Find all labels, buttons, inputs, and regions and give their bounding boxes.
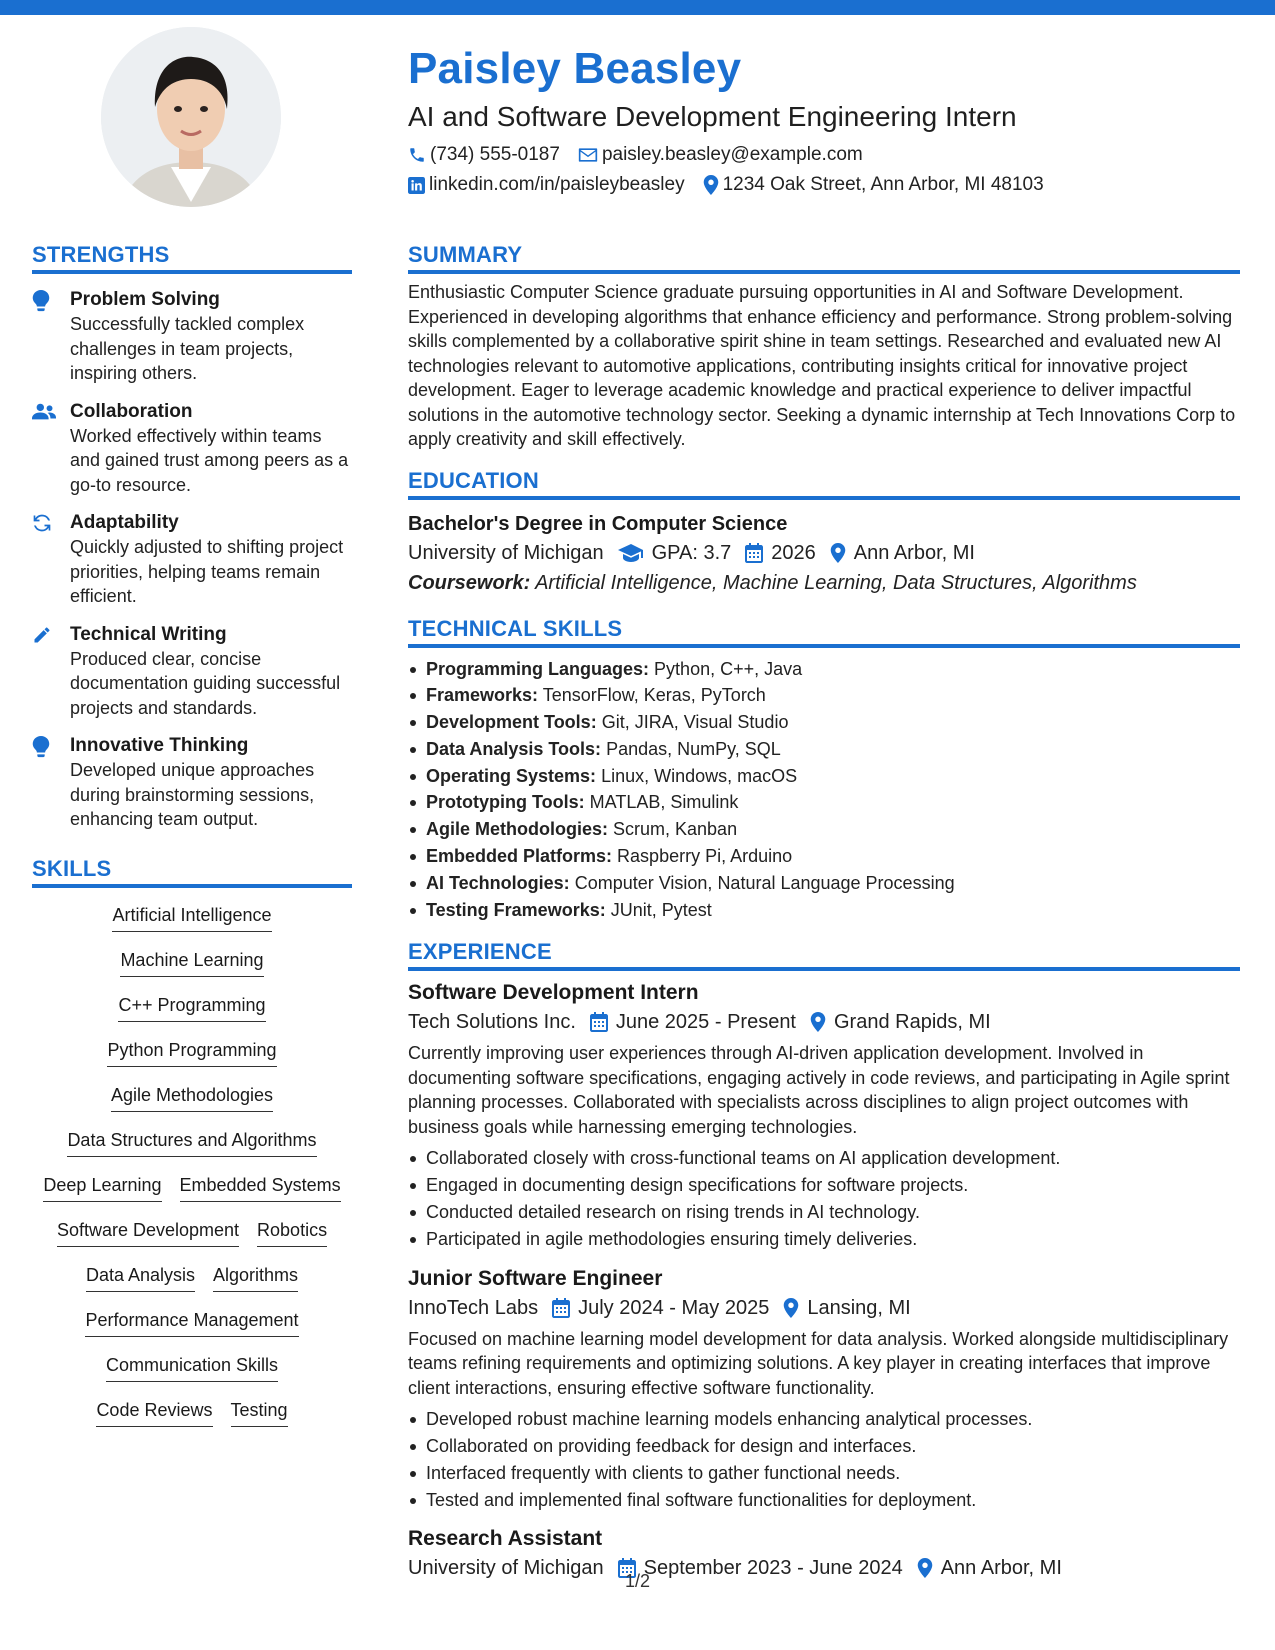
strength-title: Collaboration [70, 400, 193, 422]
job-bullet: Collaborated on providing feedback for design and interfaces. [408, 1433, 1240, 1460]
job-bullet: Tested and implemented final software functionalities for deployment. [408, 1487, 1240, 1514]
technical-skill-label: AI Technologies: [426, 872, 570, 893]
job-location-item [783, 1293, 910, 1323]
job-bullet: Collaborated closely with cross-functional teams on AI application development. [408, 1145, 1240, 1172]
portrait-image [101, 27, 281, 207]
strength-item [32, 734, 352, 832]
technical-skill-label: Agile Methodologies: [426, 819, 608, 840]
gpa-item [618, 538, 732, 568]
job-bullet: Participated in agile methodologies ensuring timely deliveries. [408, 1226, 1240, 1253]
linkedin-text: linkedin.com/in/paisleybeasley [429, 174, 685, 195]
map-marker-icon [783, 1298, 799, 1318]
skill-tag: Deep Learning [43, 1172, 161, 1202]
skill-row [32, 902, 352, 947]
job-location: Grand Rapids, MI [834, 1011, 991, 1034]
technical-skill-item [408, 897, 1240, 924]
skill-tag: Python Programming [107, 1037, 276, 1067]
technical-skill-item [408, 843, 1240, 870]
technical-skill-label: Operating Systems: [426, 765, 597, 786]
phone-icon [408, 146, 426, 164]
skill-row [32, 1397, 352, 1442]
email-text: paisley.beasley@example.com [601, 144, 863, 165]
graduation-cap-icon [618, 543, 644, 563]
skill-row [32, 947, 352, 992]
technical-skill-value: MATLAB, Simulink [589, 792, 739, 813]
sync-icon [32, 511, 70, 609]
job-entry [408, 979, 1240, 1252]
candidate-role: AI and Software Development Engineering Intern [408, 101, 1017, 132]
skill-tag: Testing [231, 1397, 288, 1427]
job-entry [408, 1265, 1240, 1514]
technical-skill-item [408, 816, 1240, 843]
technical-skill-label: Embedded Platforms: [426, 846, 613, 867]
edu-location-text: Ann Arbor, MI [853, 541, 975, 564]
skill-row [32, 1082, 352, 1127]
pencil-icon [32, 623, 70, 721]
coursework [408, 568, 1240, 598]
top-accent-bar [0, 0, 1275, 15]
technical-skills-heading: TECHNICAL SKILLS [408, 614, 1240, 648]
skill-row [32, 1307, 352, 1352]
strength-description: Developed unique approaches during brainstorming sessions, enhancing team output. [70, 760, 315, 829]
summary-text: Enthusiastic Computer Science graduate pursuing opportunities in AI and Software Development. Experienced in developing algorithms that enhance efficiency and performance. Strong problem-solving skills complemented by a collaborative spirit shine in team settings. Researched and evaluated new AI technologies relevant to automotive applications, contributing insights critical for innovative project development. Eager to leverage academic knowledge and practical experience to deliver impactful solutions in the automotive technology sector. Seeking a dynamic internship at Tech Innovations Corp to apply creativity and skill effectively. [408, 282, 1236, 449]
phone-contact[interactable] [408, 142, 560, 168]
job-bullet: Engaged in documenting design specifications for software projects. [408, 1172, 1240, 1199]
skill-tag: Embedded Systems [180, 1172, 341, 1202]
skill-row [32, 1217, 352, 1262]
strength-title: Problem Solving [70, 289, 220, 310]
technical-skill-label: Testing Frameworks: [426, 899, 606, 920]
strength-item [32, 511, 352, 609]
skill-tag: Agile Methodologies [111, 1082, 273, 1112]
technical-skill-item [408, 870, 1240, 897]
experience-heading: EXPERIENCE [408, 937, 1240, 971]
linkedin-icon [408, 177, 425, 194]
contact-row-2 [408, 172, 1238, 198]
calendar-icon [552, 1298, 570, 1318]
job-entry [408, 1525, 1240, 1583]
email-contact[interactable] [578, 142, 863, 168]
job-meta [408, 1553, 1240, 1583]
technical-skill-item [408, 789, 1240, 816]
job-description: Currently improving user experiences through AI-driven application development. Involved in documenting software specifications, engaging actively in code reviews, and participating in Agile sprint planning processes. Collaborated with specialists across disciplines to align project outcomes with business goals while harnessing emerging technologies. [408, 1043, 1230, 1137]
skill-row [32, 1172, 352, 1217]
skill-tag: Data Analysis [86, 1262, 195, 1292]
skill-row [32, 1352, 352, 1397]
calendar-icon [590, 1012, 608, 1032]
year-text: 2026 [771, 541, 816, 564]
technical-skill-label: Data Analysis Tools: [426, 738, 602, 759]
strength-item [32, 400, 352, 498]
experience-list [408, 979, 1240, 1583]
job-meta [408, 1293, 1240, 1323]
lightbulb-icon [32, 734, 70, 832]
calendar-icon [745, 543, 763, 563]
job-dates: September 2023 - June 2024 [643, 1557, 903, 1580]
job-dates-item [590, 1007, 796, 1037]
phone-text: (734) 555-0187 [430, 144, 560, 165]
strength-description: Produced clear, concise documentation guiding successful projects and standards. [70, 648, 341, 718]
strengths-list [32, 288, 352, 832]
strength-description: Successfully tackled complex challenges in team projects, inspiring others. [70, 314, 305, 383]
users-icon [32, 400, 70, 498]
company-name: InnoTech Labs [408, 1296, 539, 1319]
map-marker-icon [830, 543, 846, 563]
technical-skill-value: Pandas, NumPy, SQL [606, 738, 781, 759]
strength-item [32, 623, 352, 721]
job-bullet: Conducted detailed research on rising trends in AI technology. [408, 1199, 1240, 1226]
skills-heading: SKILLS [32, 854, 352, 888]
job-description: Focused on machine learning model development for data analysis. Worked alongside multidisciplinary teams refining requirements and optimizing solutions. A key player in creating interfaces that improve client interactions, ensuring effective software functionality. [408, 1328, 1229, 1398]
strength-title: Adaptability [70, 512, 179, 533]
skill-tag: Performance Management [85, 1307, 298, 1337]
skill-tag: Artificial Intelligence [112, 902, 271, 932]
technical-skill-value: Raspberry Pi, Arduino [617, 846, 793, 867]
job-location: Ann Arbor, MI [940, 1557, 1062, 1580]
job-bullets [408, 1145, 1240, 1252]
strength-description: Worked effectively within teams and gained trust among peers as a go-to resource. [70, 425, 349, 495]
technical-skill-item [408, 763, 1240, 790]
skill-tag: Code Reviews [96, 1397, 212, 1427]
linkedin-contact[interactable] [408, 172, 685, 198]
job-dates: July 2024 - May 2025 [578, 1296, 770, 1319]
skill-tag: Data Structures and Algorithms [67, 1127, 316, 1157]
resume-header [408, 40, 1238, 198]
map-marker-icon [917, 1558, 933, 1578]
technical-skill-value: Git, JIRA, Visual Studio [601, 712, 789, 733]
technical-skill-item [408, 736, 1240, 763]
year-item [745, 538, 816, 568]
technical-skill-value: Linux, Windows, macOS [601, 765, 798, 786]
job-location-item [810, 1007, 991, 1037]
address-contact [703, 172, 1044, 198]
address-text: 1234 Oak Street, Ann Arbor, MI 48103 [722, 174, 1044, 195]
lightbulb-icon [32, 288, 70, 386]
coursework-label: Coursework: [408, 571, 531, 594]
education-heading: EDUCATION [408, 466, 1240, 500]
education-meta [408, 538, 1240, 568]
job-location: Lansing, MI [807, 1296, 911, 1319]
skill-row [32, 1262, 352, 1307]
strength-item [32, 288, 352, 386]
skill-tag: C++ Programming [118, 992, 265, 1022]
skill-row [32, 992, 352, 1037]
job-title: Junior Software Engineer [408, 1266, 663, 1290]
job-bullets [408, 1406, 1240, 1513]
company-name: Tech Solutions Inc. [408, 1011, 576, 1034]
degree-title: Bachelor's Degree in Computer Science [408, 512, 788, 535]
skill-tag: Machine Learning [120, 947, 263, 977]
technical-skill-value: Python, C++, Java [654, 658, 803, 679]
skill-row [32, 1127, 352, 1172]
technical-skill-value: JUnit, Pytest [610, 899, 712, 920]
technical-skill-label: Frameworks: [426, 685, 539, 706]
skill-tag: Robotics [257, 1217, 327, 1247]
strengths-heading: STRENGTHS [32, 240, 352, 274]
job-dates-item [618, 1553, 903, 1583]
job-bullet: Developed robust machine learning models enhancing analytical processes. [408, 1406, 1240, 1433]
strength-description: Quickly adjusted to shifting project priorities, helping teams remain efficient. [70, 537, 344, 606]
technical-skill-value: Scrum, Kanban [613, 819, 738, 840]
technical-skill-value: TensorFlow, Keras, PyTorch [542, 685, 766, 706]
skills-list [32, 902, 352, 1442]
job-dates: June 2025 - Present [615, 1011, 796, 1034]
left-column [32, 240, 352, 1442]
gpa-text: GPA: 3.7 [651, 541, 732, 564]
skill-row [32, 1037, 352, 1082]
technical-skill-item [408, 656, 1240, 683]
strength-title: Technical Writing [70, 623, 227, 645]
map-marker-icon [703, 175, 719, 195]
page-number: 1/2 [625, 1571, 651, 1591]
school-name: University of Michigan [408, 541, 604, 564]
job-location-item [917, 1553, 1062, 1583]
technical-skill-item [408, 682, 1240, 709]
technical-skill-label: Development Tools: [426, 712, 597, 733]
technical-skill-label: Programming Languages: [426, 658, 650, 679]
skill-tag: Algorithms [213, 1262, 298, 1292]
right-column [408, 240, 1240, 1583]
technical-skills-list [408, 656, 1240, 924]
technical-skill-label: Prototyping Tools: [426, 792, 585, 813]
summary-heading: SUMMARY [408, 240, 1240, 274]
job-bullet: Interfaced frequently with clients to gather functional needs. [408, 1460, 1240, 1487]
technical-skill-value: Computer Vision, Natural Language Processing [574, 872, 955, 893]
edu-location-item [830, 538, 975, 568]
job-meta [408, 1007, 1240, 1037]
job-title: Software Development Intern [408, 981, 699, 1005]
strength-title: Innovative Thinking [70, 735, 249, 756]
map-marker-icon [810, 1012, 826, 1032]
job-title: Research Assistant [408, 1527, 603, 1551]
profile-photo [101, 27, 281, 207]
envelope-icon [578, 146, 598, 164]
coursework-text: Artificial Intelligence, Machine Learning, Data Structures, Algorithms [535, 571, 1137, 594]
candidate-name: Paisley Beasley [408, 44, 742, 93]
job-dates-item [552, 1293, 769, 1323]
company-name: University of Michigan [408, 1557, 604, 1580]
contact-row-1 [408, 142, 1238, 168]
skill-tag: Software Development [57, 1217, 239, 1247]
skill-tag: Communication Skills [106, 1352, 278, 1382]
technical-skill-item [408, 709, 1240, 736]
